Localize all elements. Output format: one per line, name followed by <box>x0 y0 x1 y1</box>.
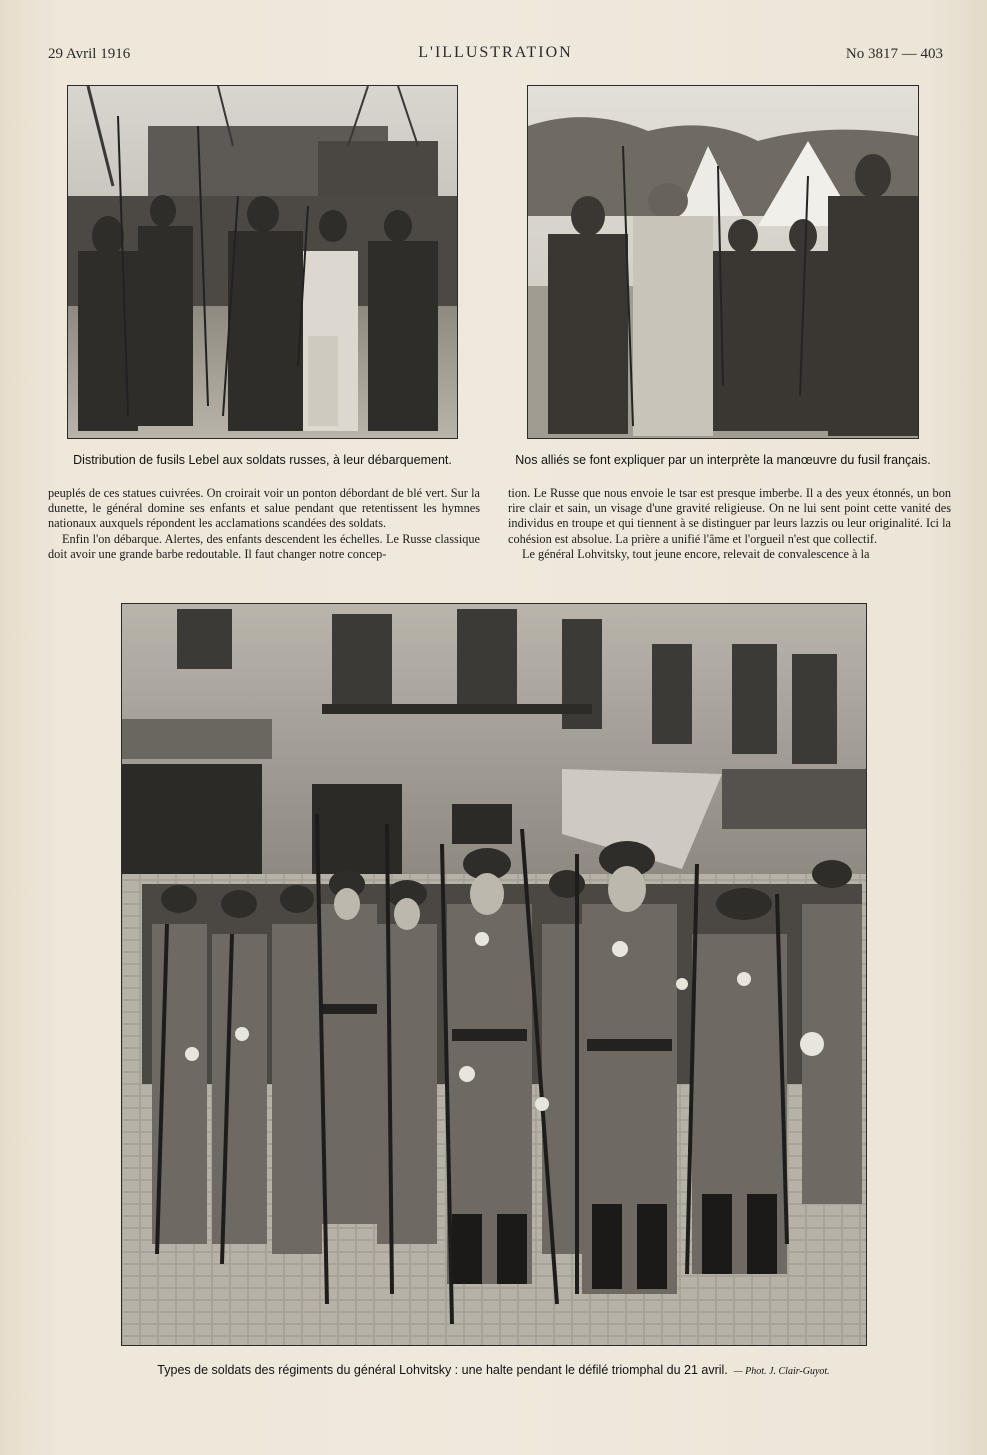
article-column-left <box>48 486 480 562</box>
page-header <box>48 44 943 66</box>
photo-interpreter <box>527 85 919 439</box>
article-column-right <box>508 486 951 562</box>
article-paragraph: Enfin l'on débarque. Alertes, des enfants descendent les échelles. Le Russe classique doit avoir une grande barbe redoutable. Il faut changer notre concep- <box>48 531 480 561</box>
article-paragraph: Le général Lohvitsky, tout jeune encore, relevait de convalescence à la <box>522 546 870 561</box>
photo-credit: — Phot. J. Clair-Guyot. <box>733 1366 830 1377</box>
article-paragraph: tion. Le Russe que nous envoie le tsar est presque imberbe. Il a des yeux étonnés, un bon rire clair et sain, un visage d'une gravité religieuse. On ne lui sent point cette vanité des individus en troupe et qui tiennent à se distinguer par leurs lazzis ou leur originalité. Ici la cohésion est absolue. La prière a unifié l'âme et l'orgueil n'est que collectif. <box>508 486 951 546</box>
photo-rifle-distribution <box>67 85 458 439</box>
publication-title: L'ILLUSTRATION <box>418 44 573 61</box>
photo-caption-2: Nos alliés se font expliquer par un interprète la manœuvre du fusil français. <box>515 453 931 467</box>
issue-date: 29 Avril 1916 <box>48 46 131 62</box>
photo-caption-1: Distribution de fusils Lebel aux soldats russes, à leur débarquement. <box>73 453 452 467</box>
article-paragraph: peuplés de ces statues cuivrées. On croirait voir un ponton débordant de blé vert. Sur la dunette, le général domine ses enfants et salue pendant que retentissent les hymnes nationaux auxquels répondent les acclamations scandées des soldats. <box>48 486 480 531</box>
photo-caption-text: Types de soldats des régiments du général Lohvitsky : une halte pendant le défilé triomphal du 21 avril. <box>157 1363 728 1377</box>
photo-soldiers-parade <box>121 603 867 1346</box>
photo-caption-3 <box>60 1363 927 1377</box>
issue-number: No 3817 — 403 <box>845 46 943 62</box>
